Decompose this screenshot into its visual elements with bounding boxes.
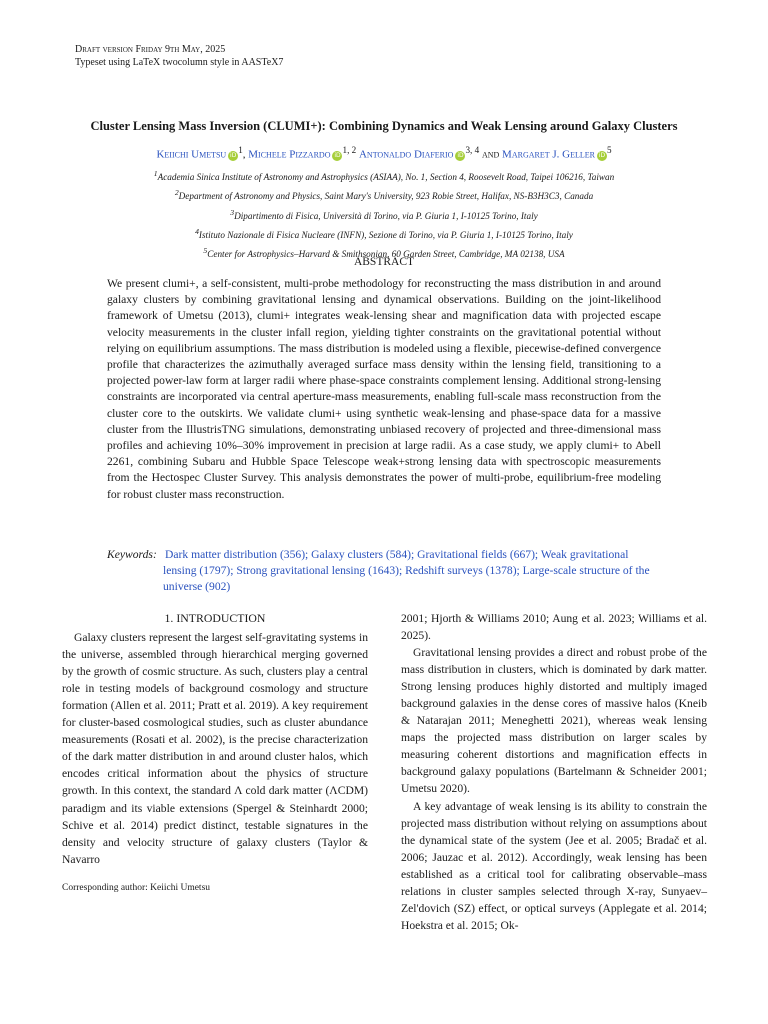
right-column: [401, 610, 707, 934]
author-affil: 3, 4: [465, 145, 480, 155]
abstract-body: We present clumi+, a self-consistent, multi-probe methodology for reconstructing the mass distribution in and around galaxy clusters by combining gravitational lensing and dynamical observations. Building on the joint-likelihood framework of Umetsu (2013), clumi+ integrates weak-lensing shear and magnification data with projected escape velocity measurements in the cluster infall region, yielding tighter constraints on the gravitational potential without relying on equilibrium assumptions. The mass distribution is modeled using a flexible, piecewise-defined convergence profile that characterizes the azimuthally averaged surface mass density within the lensing field, transitioning to a projected power-law form at larger radii where phase-space constraints complement lensing. Additional strong-lensing constraints are incorporated via central aperture-mass measurements, enabling full-scale mass reconstruction from the cluster core to the outskirts. We validate clumi+ using synthetic weak-lensing and phase-space data for a massive cluster from the IllustrisTNG simulations, demonstrating unbiased recovery of projected and three-dimensional mass profiles and achieving 10%–30% improvement in precision at large radii. As a case study, we apply clumi+ to Abell 2261, combining Subaru and Hubble Space Telescope weak+strong lensing data with spectroscopic measurements from the Hectospec Cluster Survey. This analysis demonstrates the power of multi-probe, equilibrium-free modeling for robust cluster mass reconstruction.: [107, 277, 661, 501]
author-name[interactable]: Keiichi Umetsu: [156, 148, 227, 161]
paper-title: Cluster Lensing Mass Inversion (CLUMI+): Combining Dynamics and Weak Lensing around Galaxy Clusters: [90, 119, 678, 133]
typeset-line: Typeset using LaTeX twocolumn style in AASTeX7: [75, 57, 284, 68]
author-affil: 1, 2: [342, 145, 357, 155]
affiliation-line: $^2$Department of Astronomy and Physics, Saint Mary's University, 923 Robie Street, Halifax, NS-B3H3C3, Canada: [174, 188, 594, 202]
author-name[interactable]: Antonaldo Diaferio: [358, 148, 454, 161]
affiliation-line: $^4$Istituto Nazionale di Fisica Nucleare (INFN), Sezione di Torino, via P. Giuria 1, I-10125 Torino, Italy: [195, 226, 573, 240]
abstract-heading: ABSTRACT: [353, 256, 415, 268]
author-name[interactable]: Michele Pizzardo: [248, 148, 331, 161]
section-heading: 1. INTRODUCTION: [164, 611, 266, 625]
paragraph: Gravitational lensing provides a direct and robust probe of the mass distribution in clusters, which is dominated by dark matter. Strong lensing produces highly distorted and multiply imaged background galaxies in the dense cores of massive halos (Kneib & Natarajan 2011; Meneghetti 2021), whereas weak lensing maps the projected mass distribution on larger scales by measuring coherent distortions and magnification effects in background galaxy populations (Bartelmann & Schneider 2001; Umetsu 2020).: [401, 646, 707, 796]
left-column: [62, 610, 368, 868]
author-affil: 5: [606, 145, 612, 155]
author-affil: 1: [238, 145, 243, 155]
affiliation-line: $^1$Academia Sinica Institute of Astronomy and Astrophysics (ASIAA), No. 1, Section 4, Roosevelt Road, Taipei 106216, Taiwan: [153, 169, 615, 183]
keywords-list[interactable]: Dark matter distribution (356); Galaxy clusters (584); Gravitational fields (667); Weak gravitational lensing (1797); Strong gravitational lensing (1643); Redshift surveys (1378); Large-scale structure of the universe (902): [163, 548, 650, 593]
orcid-icon[interactable]: iD: [334, 151, 341, 159]
corresponding-author-note: Corresponding author: Keiichi Umetsu: [62, 883, 211, 893]
affiliation-line: $^5$Center for Astrophysics–Harvard & Smithsonian, 60 Garden Street, Cambridge, MA 02138, USA: [203, 246, 565, 260]
author-list: Keiichi Umetsu $iD^1$, Michele Pizzardo iD$^{1, 2}$ Antonaldo Diaferio iD$^{3, 4}$ and Margaret J. Geller $iD^5$: [156, 145, 612, 161]
draft-version-line: Draft version Friday 9th May, 2025: [75, 44, 226, 55]
affiliations: [40, 166, 728, 262]
authors-conjunction: and: [481, 148, 500, 161]
keywords-label: Keywords:: [107, 548, 157, 561]
orcid-icon[interactable]: iD: [457, 151, 464, 159]
keywords-block: [107, 547, 661, 595]
orcid-icon[interactable]: iD: [230, 151, 237, 159]
affiliation-line: $^3$Dipartimento di Fisica, Università di Torino, via P. Giuria 1, I-10125 Torino, Italy: [230, 207, 538, 221]
orcid-icon[interactable]: iD: [598, 151, 606, 159]
paragraph: A key advantage of weak lensing is its ability to constrain the projected mass distribution without relying on assumptions about the dynamical state of the system (Jee et al. 2005; Bradač et al. 2006; Jauzac et al. 2012). Accordingly, weak lensing has been established as a critical tool for calibrating observable–mass relations in cluster samples selected through X-ray, Sunyaev–Zel'dovich (SZ) effect, or optical surveys (Applegate et al. 2014; Hoekstra et al. 2015; Ok-: [401, 799, 707, 932]
paragraph: Galaxy clusters represent the largest self-gravitating systems in the universe, assembled through hierarchical merging governed by the growth of cosmic structure. As such, clusters play a central role in testing models of background cosmology and structure formation (Allen et al. 2011; Pratt et al. 2019). A key requirement for cluster-based cosmological studies, such as cluster abundance measurements (Rosati et al. 2002), is the precise characterization of the dark matter distribution in and around cluster halos, which encodes critical information about the physics of structure growth. In this context, the standard Λ cold dark matter (ΛCDM) paradigm and its viable extensions (Spergel & Steinhardt 2000; Schive et al. 2014) predict distinct, testable signatures in the density and velocity structure of galaxy clusters (Taylor & Navarro: [62, 631, 368, 866]
author-name[interactable]: Margaret J. Geller: [502, 148, 595, 161]
paragraph: 2001; Hjorth & Williams 2010; Aung et al. 2023; Williams et al. 2025).: [401, 612, 707, 643]
